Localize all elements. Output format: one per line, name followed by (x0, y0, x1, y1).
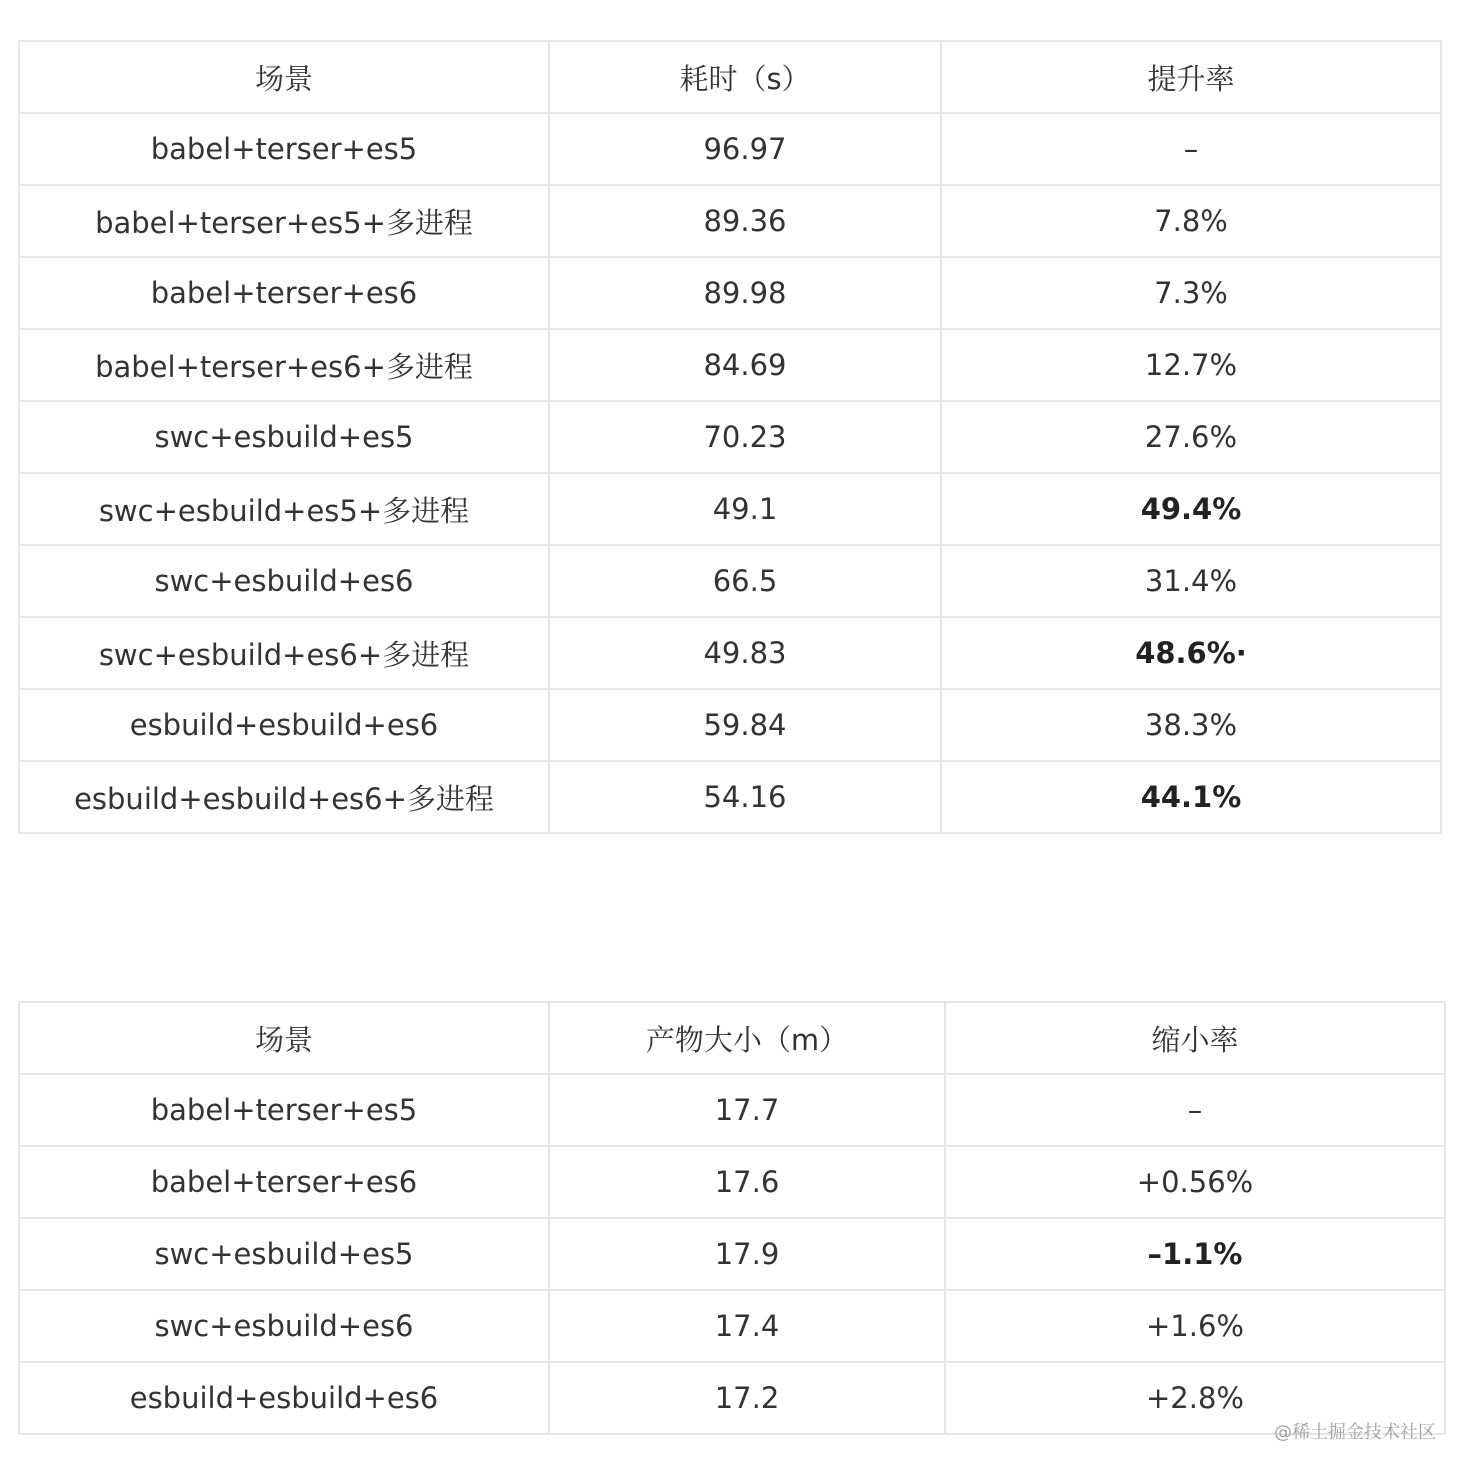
rate-cell: 44.1% (941, 761, 1441, 833)
scene-cell: esbuild+esbuild+es6 (19, 689, 549, 761)
value-cell: 89.36 (549, 185, 941, 257)
scene-cell: babel+terser+es6 (19, 257, 549, 329)
rate-cell: –1.1% (945, 1218, 1445, 1290)
build-time-table (18, 40, 1442, 834)
scene-cell: babel+terser+es5 (19, 1074, 549, 1146)
table-row (19, 545, 1441, 617)
table-row (19, 401, 1441, 473)
rate-cell: 7.8% (941, 185, 1441, 257)
rate-cell: 38.3% (941, 689, 1441, 761)
header-time: 耗时（s） (549, 41, 941, 113)
table-row (19, 761, 1441, 833)
header-reduction-rate: 缩小率 (945, 1002, 1445, 1074)
rate-cell: 31.4% (941, 545, 1441, 617)
table-row (19, 1146, 1445, 1218)
rate-cell: 27.6% (941, 401, 1441, 473)
table-row (19, 185, 1441, 257)
value-cell: 17.7 (549, 1074, 945, 1146)
value-cell: 49.1 (549, 473, 941, 545)
rate-cell: 49.4% (941, 473, 1441, 545)
rate-cell: – (945, 1074, 1445, 1146)
table-row (19, 1218, 1445, 1290)
value-cell: 17.6 (549, 1146, 945, 1218)
rate-cell: 48.6%· (941, 617, 1441, 689)
value-cell: 96.97 (549, 113, 941, 185)
value-cell: 49.83 (549, 617, 941, 689)
scene-cell: swc+esbuild+es5 (19, 1218, 549, 1290)
table-header-row (19, 1002, 1445, 1074)
table-row (19, 329, 1441, 401)
value-cell: 89.98 (549, 257, 941, 329)
rate-cell: +2.8% (945, 1362, 1445, 1434)
table-header-row (19, 41, 1441, 113)
header-scene: 场景 (19, 1002, 549, 1074)
scene-cell: esbuild+esbuild+es6 (19, 1362, 549, 1434)
rate-cell: 7.3% (941, 257, 1441, 329)
value-cell: 17.4 (549, 1290, 945, 1362)
table-row (19, 617, 1441, 689)
table-row (19, 257, 1441, 329)
rate-cell: 12.7% (941, 329, 1441, 401)
header-improvement-rate: 提升率 (941, 41, 1441, 113)
table-row (19, 689, 1441, 761)
scene-cell: swc+esbuild+es5 (19, 401, 549, 473)
value-cell: 17.9 (549, 1218, 945, 1290)
table-row (19, 473, 1441, 545)
scene-cell: babel+terser+es6+多进程 (19, 329, 549, 401)
rate-cell: – (941, 113, 1441, 185)
value-cell: 59.84 (549, 689, 941, 761)
scene-cell: babel+terser+es5 (19, 113, 549, 185)
value-cell: 70.23 (549, 401, 941, 473)
scene-cell: swc+esbuild+es6 (19, 1290, 549, 1362)
bundle-size-table (18, 1001, 1446, 1435)
watermark-text: @稀土掘金技术社区 (1274, 1422, 1436, 1443)
scene-cell: babel+terser+es5+多进程 (19, 185, 549, 257)
scene-cell: swc+esbuild+es5+多进程 (19, 473, 549, 545)
rate-cell: +0.56% (945, 1146, 1445, 1218)
table-row (19, 1290, 1445, 1362)
value-cell: 54.16 (549, 761, 941, 833)
value-cell: 66.5 (549, 545, 941, 617)
scene-cell: swc+esbuild+es6+多进程 (19, 617, 549, 689)
header-bundle-size: 产物大小（m） (549, 1002, 945, 1074)
rate-cell: +1.6% (945, 1290, 1445, 1362)
header-scene: 场景 (19, 41, 549, 113)
value-cell: 17.2 (549, 1362, 945, 1434)
table-row (19, 1362, 1445, 1434)
scene-cell: babel+terser+es6 (19, 1146, 549, 1218)
scene-cell: esbuild+esbuild+es6+多进程 (19, 761, 549, 833)
scene-cell: swc+esbuild+es6 (19, 545, 549, 617)
value-cell: 84.69 (549, 329, 941, 401)
table-row (19, 113, 1441, 185)
table-row (19, 1074, 1445, 1146)
